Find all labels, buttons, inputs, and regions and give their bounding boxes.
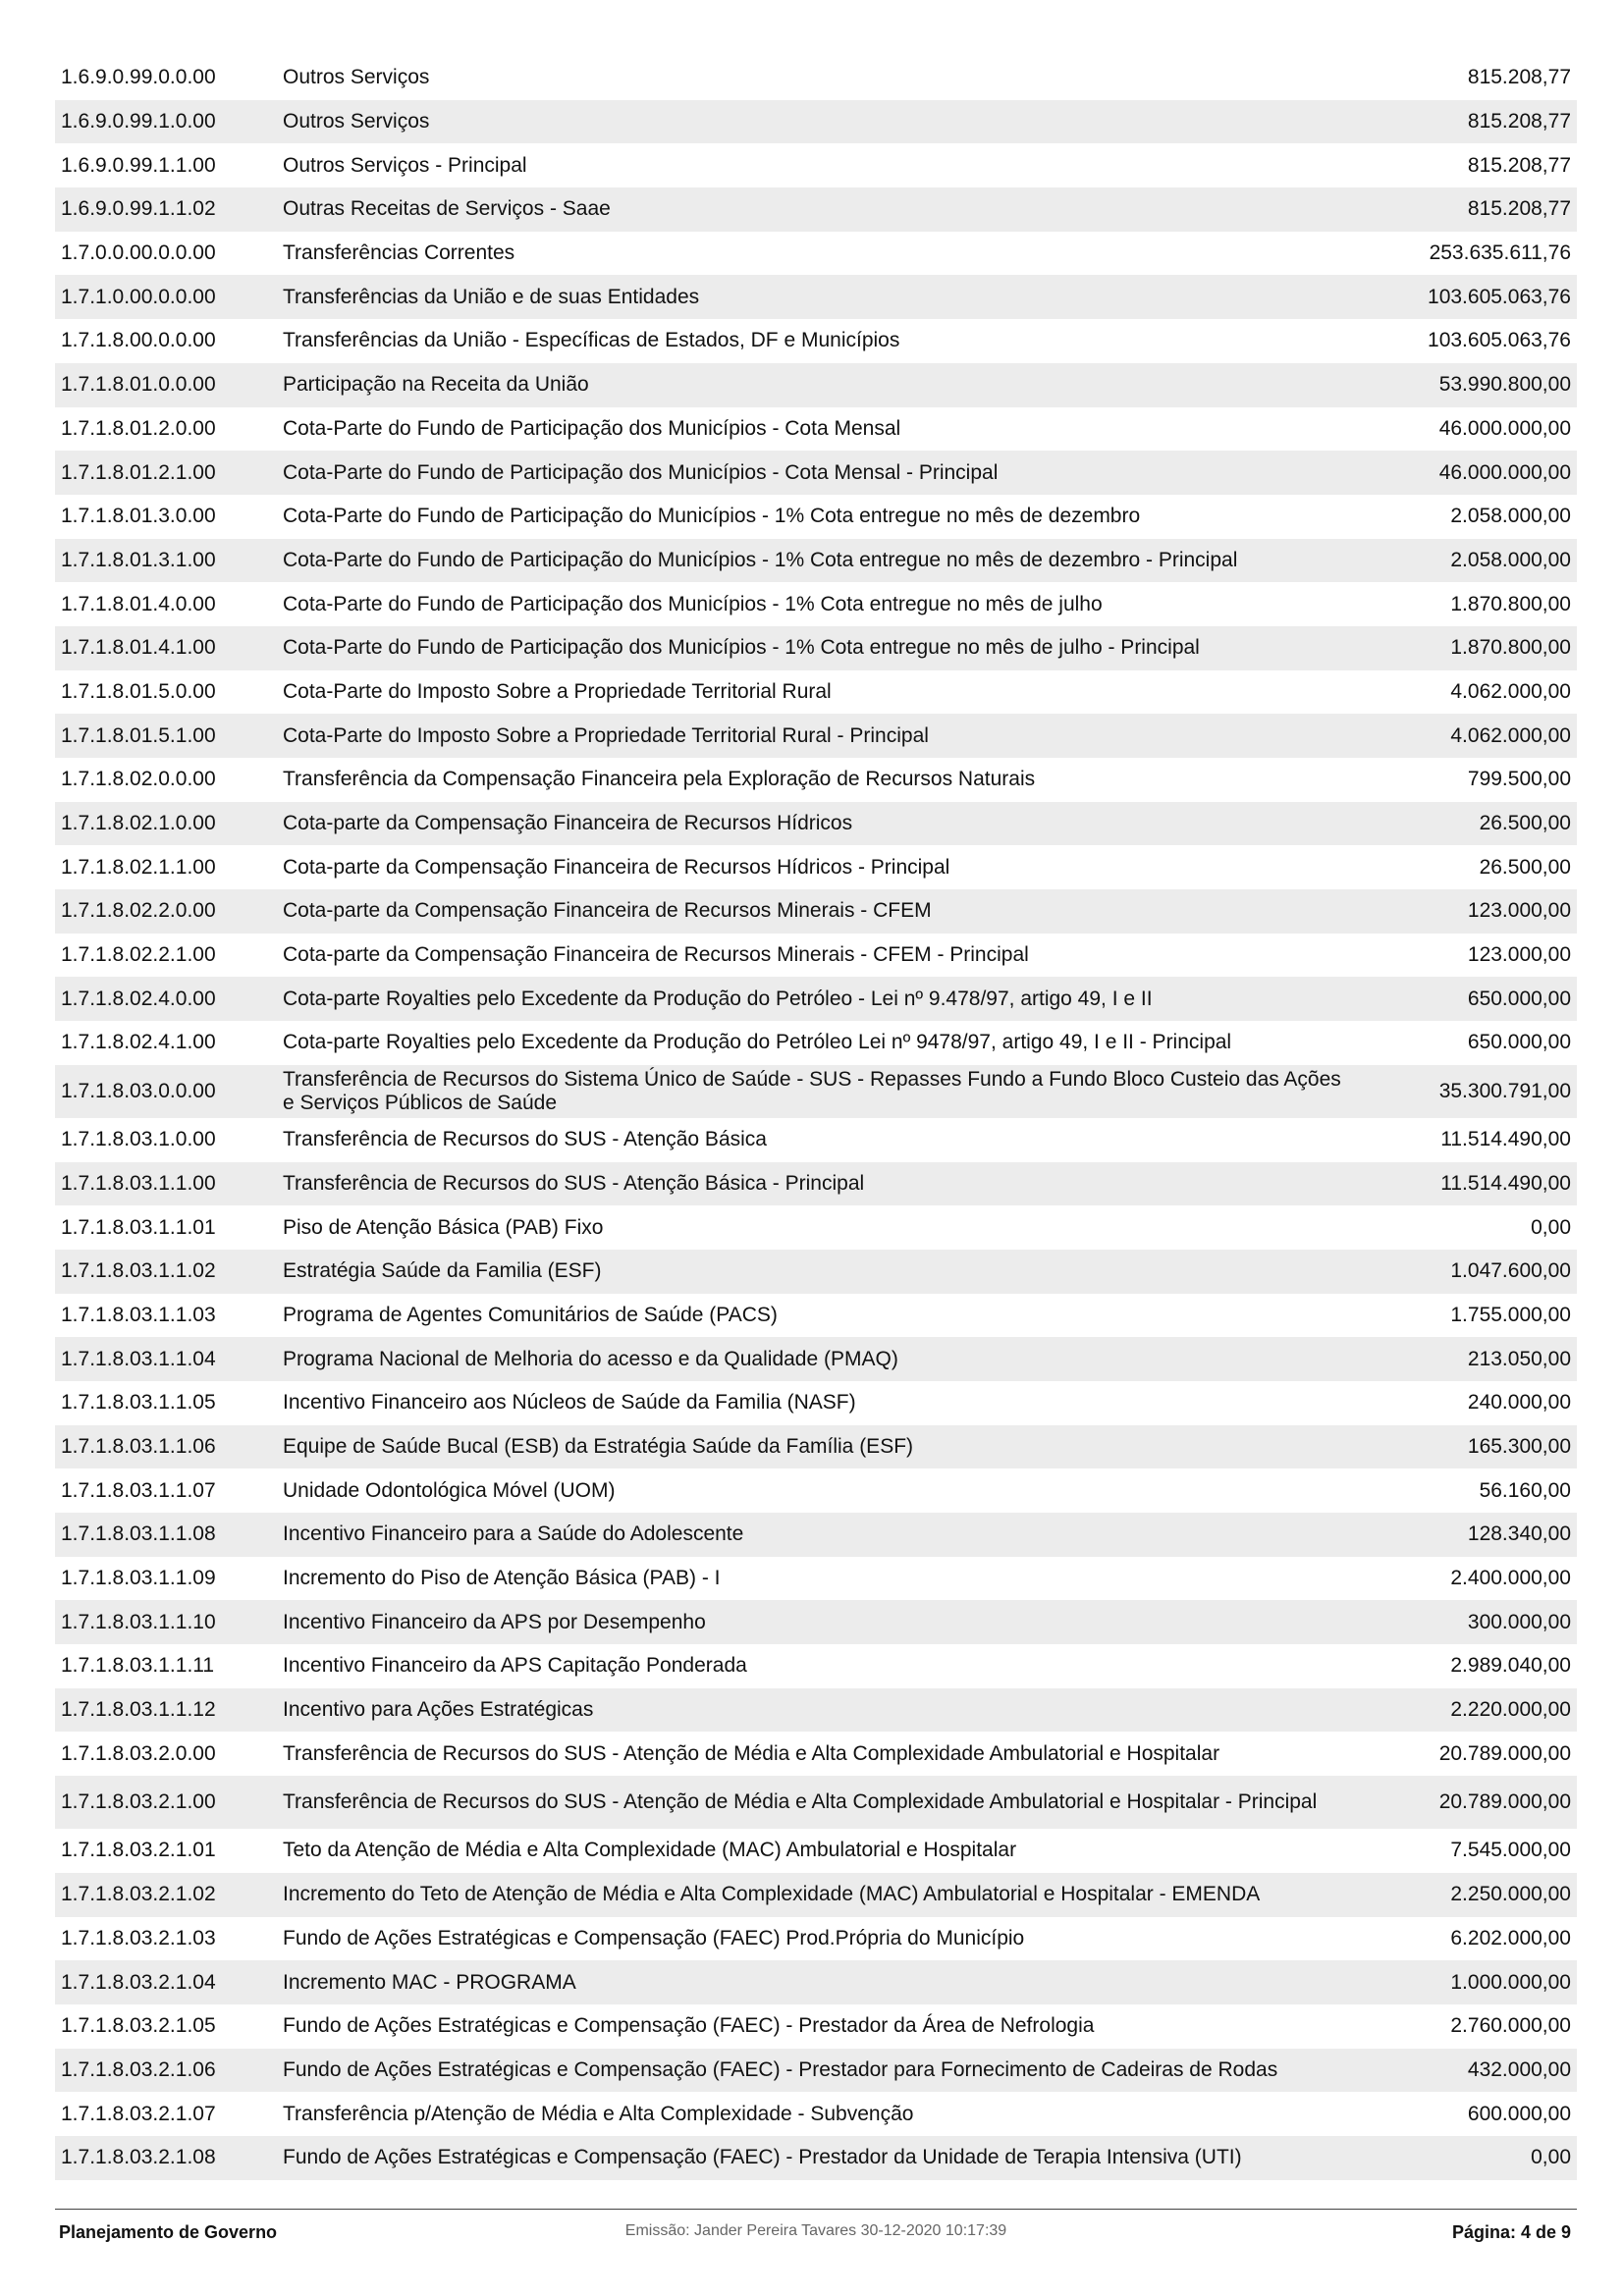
account-description: Incentivo Financeiro aos Núcleos de Saúde da Familia (NASF) <box>283 1391 856 1415</box>
table-row <box>55 1513 1577 1557</box>
account-code: 1.7.1.8.03.1.1.06 <box>61 1434 216 1458</box>
account-description: Incentivo para Ações Estratégicas <box>283 1698 594 1722</box>
account-value: 1.047.600,00 <box>1450 1259 1571 1283</box>
table-row <box>55 2092 1577 2136</box>
account-code: 1.7.1.8.03.2.1.03 <box>61 1926 216 1949</box>
table-row <box>55 143 1577 187</box>
account-code: 1.7.1.8.02.2.0.00 <box>61 899 216 923</box>
account-value: 2.058.000,00 <box>1450 548 1571 571</box>
account-description: Cota-Parte do Fundo de Participação dos Municípios - Cota Mensal <box>283 416 901 440</box>
account-description: Cota-Parte do Fundo de Participação dos Municípios - 1% Cota entregue no mês de julho - Principal <box>283 636 1200 660</box>
account-description: Estratégia Saúde da Familia (ESF) <box>283 1259 602 1283</box>
account-code: 1.6.9.0.99.1.1.00 <box>61 153 216 177</box>
account-code: 1.7.0.0.00.0.0.00 <box>61 241 216 265</box>
account-value: 2.760.000,00 <box>1450 2014 1571 2038</box>
account-value: 6.202.000,00 <box>1450 1926 1571 1949</box>
account-description: Unidade Odontológica Móvel (UOM) <box>283 1478 616 1502</box>
account-value: 600.000,00 <box>1467 2102 1571 2125</box>
page-footer <box>55 2222 1577 2250</box>
table-row <box>55 1118 1577 1162</box>
account-description: Piso de Atenção Básica (PAB) Fixo <box>283 1215 604 1239</box>
account-code: 1.7.1.8.03.1.0.00 <box>61 1128 216 1151</box>
table-row <box>55 1065 1577 1118</box>
account-description: Programa Nacional de Melhoria do acesso e da Qualidade (PMAQ) <box>283 1347 898 1370</box>
account-value: 650.000,00 <box>1467 1031 1571 1054</box>
account-description: Cota-parte da Compensação Financeira de Recursos Hídricos <box>283 812 853 835</box>
account-description: Programa de Agentes Comunitários de Saúde (PACS) <box>283 1303 778 1326</box>
table-row <box>55 1557 1577 1601</box>
table-row <box>55 1468 1577 1513</box>
table-row <box>55 1873 1577 1917</box>
table-row <box>55 977 1577 1021</box>
account-code: 1.7.1.8.00.0.0.00 <box>61 329 216 352</box>
account-description: Cota-parte da Compensação Financeira de Recursos Minerais - CFEM <box>283 899 932 923</box>
account-code: 1.7.1.8.01.4.0.00 <box>61 592 216 615</box>
table-row <box>55 1425 1577 1469</box>
account-description: Transferência de Recursos do SUS - Atenção de Média e Alta Complexidade Ambulatorial e Hospitalar <box>283 1741 1220 1765</box>
account-value: 53.990.800,00 <box>1438 373 1571 397</box>
account-description: Outros Serviços <box>283 110 430 133</box>
account-description: Participação na Receita da União <box>283 373 589 397</box>
account-value: 300.000,00 <box>1467 1610 1571 1633</box>
account-description: Fundo de Ações Estratégicas e Compensação (FAEC) - Prestador da Unidade de Terapia Intensiva (UTI) <box>283 2146 1242 2169</box>
account-code: 1.7.1.8.01.3.0.00 <box>61 505 216 528</box>
account-description: Incremento do Teto de Atenção de Média e Alta Complexidade (MAC) Ambulatorial e Hospitalar - EMENDA <box>283 1883 1261 1906</box>
account-value: 46.000.000,00 <box>1438 416 1571 440</box>
account-code: 1.7.1.8.02.4.0.00 <box>61 987 216 1010</box>
table-row <box>55 1644 1577 1688</box>
account-value: 2.220.000,00 <box>1450 1698 1571 1722</box>
account-description: Fundo de Ações Estratégicas e Compensação (FAEC) - Prestador da Área de Nefrologia <box>283 2014 1095 2038</box>
table-row <box>55 451 1577 495</box>
account-value: 56.160,00 <box>1479 1478 1571 1502</box>
account-description: Fundo de Ações Estratégicas e Compensação (FAEC) Prod.Própria do Município <box>283 1926 1025 1949</box>
account-description: Cota-Parte do Fundo de Participação do Municípios - 1% Cota entregue no mês de dezembro - Principal <box>283 548 1238 571</box>
account-code: 1.7.1.8.03.0.0.00 <box>61 1079 216 1102</box>
account-value: 815.208,77 <box>1467 197 1571 221</box>
account-code: 1.7.1.8.01.0.0.00 <box>61 373 216 397</box>
account-code: 1.7.1.8.02.1.0.00 <box>61 812 216 835</box>
account-code: 1.6.9.0.99.1.0.00 <box>61 110 216 133</box>
table-row <box>55 1829 1577 1873</box>
table-row <box>55 758 1577 802</box>
table-row <box>55 1021 1577 1065</box>
account-code: 1.7.1.8.03.1.1.09 <box>61 1567 216 1590</box>
table-row <box>55 1250 1577 1294</box>
footer-department: Planejamento de Governo <box>59 2222 278 2242</box>
account-description: Outros Serviços <box>283 66 430 89</box>
account-description: Transferência de Recursos do SUS - Atenção de Média e Alta Complexidade Ambulatorial e Hospitalar - Principal <box>283 1790 1318 1814</box>
account-code: 1.7.1.8.01.5.1.00 <box>61 723 216 747</box>
account-value: 1.755.000,00 <box>1450 1303 1571 1326</box>
table-row <box>55 495 1577 539</box>
account-value: 103.605.063,76 <box>1428 285 1571 308</box>
account-value: 103.605.063,76 <box>1428 329 1571 352</box>
account-value: 0,00 <box>1531 1215 1571 1239</box>
account-code: 1.7.1.8.02.4.1.00 <box>61 1031 216 1054</box>
account-description: Incentivo Financeiro da APS por Desempenho <box>283 1610 706 1633</box>
account-description: Transferência da Compensação Financeira pela Exploração de Recursos Naturais <box>283 768 1036 791</box>
account-code: 1.7.1.8.01.3.1.00 <box>61 548 216 571</box>
account-value: 815.208,77 <box>1467 110 1571 133</box>
table-row <box>55 845 1577 889</box>
account-value: 123.000,00 <box>1467 943 1571 967</box>
account-description: Outras Receitas de Serviços - Saae <box>283 197 611 221</box>
account-code: 1.7.1.8.03.1.1.03 <box>61 1303 216 1326</box>
account-description: Equipe de Saúde Bucal (ESB) da Estratégia Saúde da Família (ESF) <box>283 1434 914 1458</box>
table-row <box>55 802 1577 846</box>
account-value: 799.500,00 <box>1467 768 1571 791</box>
account-code: 1.7.1.8.03.1.1.08 <box>61 1522 216 1546</box>
account-code: 1.7.1.8.03.1.1.11 <box>61 1654 215 1678</box>
account-value: 213.050,00 <box>1467 1347 1571 1370</box>
account-code: 1.7.1.8.03.1.1.00 <box>61 1171 216 1195</box>
table-row <box>55 2049 1577 2093</box>
table-row <box>55 1732 1577 1776</box>
table-row <box>55 626 1577 670</box>
account-value: 7.545.000,00 <box>1450 1839 1571 1862</box>
account-value: 0,00 <box>1531 2146 1571 2169</box>
account-value: 2.058.000,00 <box>1450 505 1571 528</box>
account-description: Transferência de Recursos do SUS - Atenção Básica <box>283 1128 767 1151</box>
account-code: 1.6.9.0.99.0.0.00 <box>61 66 216 89</box>
account-code: 1.7.1.8.03.2.1.08 <box>61 2146 216 2169</box>
table-row <box>55 934 1577 978</box>
account-value: 240.000,00 <box>1467 1391 1571 1415</box>
account-description: Cota-Parte do Fundo de Participação do Municípios - 1% Cota entregue no mês de dezembro <box>283 505 1141 528</box>
table-row <box>55 319 1577 363</box>
account-code: 1.7.1.8.03.1.1.04 <box>61 1347 216 1370</box>
account-description: Cota-Parte do Imposto Sobre a Propriedade Territorial Rural - Principal <box>283 723 929 747</box>
account-description: Transferências da União - Específicas de Estados, DF e Municípios <box>283 329 900 352</box>
account-value: 1.000.000,00 <box>1450 1970 1571 1994</box>
account-value: 46.000.000,00 <box>1438 460 1571 484</box>
account-value: 2.400.000,00 <box>1450 1567 1571 1590</box>
account-value: 20.789.000,00 <box>1438 1790 1571 1814</box>
table-row <box>55 275 1577 319</box>
account-description: Cota-parte Royalties pelo Excedente da Produção do Petróleo Lei nº 9478/97, artigo 49, I e II - Principal <box>283 1031 1232 1054</box>
account-value: 650.000,00 <box>1467 987 1571 1010</box>
account-description: Transferência de Recursos do SUS - Atenção Básica - Principal <box>283 1171 865 1195</box>
account-code: 1.7.1.8.03.1.1.10 <box>61 1610 216 1633</box>
account-description: Transferências da União e de suas Entidades <box>283 285 700 308</box>
table-row <box>55 100 1577 144</box>
account-description: Teto da Atenção de Média e Alta Complexidade (MAC) Ambulatorial e Hospitalar <box>283 1839 1017 1862</box>
account-description: Cota-Parte do Fundo de Participação dos Municípios - Cota Mensal - Principal <box>283 460 999 484</box>
account-value: 11.514.490,00 <box>1440 1171 1571 1195</box>
table-row <box>55 407 1577 452</box>
account-value: 1.870.800,00 <box>1450 592 1571 615</box>
account-code: 1.7.1.8.01.2.0.00 <box>61 416 216 440</box>
table-row <box>55 1205 1577 1250</box>
table-row <box>55 2004 1577 2049</box>
table-row <box>55 670 1577 715</box>
table-row <box>55 582 1577 626</box>
account-value: 11.514.490,00 <box>1440 1128 1571 1151</box>
table-row <box>55 1381 1577 1425</box>
table-row <box>55 2136 1577 2180</box>
account-description: Incentivo Financeiro para a Saúde do Adolescente <box>283 1522 744 1546</box>
account-code: 1.7.1.0.00.0.0.00 <box>61 285 216 308</box>
account-description: Cota-parte da Compensação Financeira de Recursos Hídricos - Principal <box>283 855 950 879</box>
account-value: 2.250.000,00 <box>1450 1883 1571 1906</box>
account-value: 815.208,77 <box>1467 66 1571 89</box>
account-description: Incremento do Piso de Atenção Básica (PAB) - I <box>283 1567 721 1590</box>
table-row <box>55 1600 1577 1644</box>
account-code: 1.7.1.8.03.2.1.02 <box>61 1883 216 1906</box>
account-value: 253.635.611,76 <box>1429 241 1571 265</box>
account-value: 20.789.000,00 <box>1438 1741 1571 1765</box>
account-code: 1.7.1.8.02.0.0.00 <box>61 768 216 791</box>
account-value: 4.062.000,00 <box>1450 723 1571 747</box>
account-code: 1.6.9.0.99.1.1.02 <box>61 197 216 221</box>
account-code: 1.7.1.8.03.1.1.02 <box>61 1259 216 1283</box>
account-description: Transferência de Recursos do Sistema Único de Saúde - SUS - Repasses Fundo a Fundo Bloco Custeio das Ações e Serviços Públicos de Saúde <box>283 1067 1341 1114</box>
account-description: Incremento MAC - PROGRAMA <box>283 1970 576 1994</box>
account-code: 1.7.1.8.03.2.0.00 <box>61 1741 216 1765</box>
account-value: 123.000,00 <box>1467 899 1571 923</box>
footer-page-number: Página: 4 de 9 <box>1451 2222 1571 2242</box>
account-code: 1.7.1.8.03.2.1.07 <box>61 2102 216 2125</box>
table-row <box>55 1294 1577 1338</box>
account-code: 1.7.1.8.03.1.1.05 <box>61 1391 216 1415</box>
table-row <box>55 363 1577 407</box>
account-value: 26.500,00 <box>1479 812 1571 835</box>
account-code: 1.7.1.8.03.2.1.00 <box>61 1790 216 1814</box>
account-description: Incentivo Financeiro da APS Capitação Ponderada <box>283 1654 747 1678</box>
account-code: 1.7.1.8.03.1.1.12 <box>61 1698 216 1722</box>
account-code: 1.7.1.8.02.2.1.00 <box>61 943 216 967</box>
account-description: Transferências Correntes <box>283 241 515 265</box>
account-value: 165.300,00 <box>1467 1434 1571 1458</box>
account-value: 815.208,77 <box>1467 153 1571 177</box>
account-code: 1.7.1.8.02.1.1.00 <box>61 855 216 879</box>
account-code: 1.7.1.8.03.2.1.06 <box>61 2057 216 2081</box>
footer-emission: Emissão: Jander Pereira Tavares 30-12-2020 10:17:39 <box>624 2222 1007 2239</box>
table-row <box>55 889 1577 934</box>
account-code: 1.7.1.8.03.2.1.01 <box>61 1839 216 1862</box>
account-code: 1.7.1.8.01.5.0.00 <box>61 679 216 703</box>
account-code: 1.7.1.8.03.1.1.07 <box>61 1478 216 1502</box>
account-value: 1.870.800,00 <box>1450 636 1571 660</box>
table-row <box>55 539 1577 583</box>
account-description: Transferência p/Atenção de Média e Alta Complexidade - Subvenção <box>283 2102 914 2125</box>
revenue-table <box>55 56 1577 2180</box>
account-value: 4.062.000,00 <box>1450 679 1571 703</box>
account-value: 35.300.791,00 <box>1438 1079 1571 1102</box>
account-code: 1.7.1.8.03.2.1.05 <box>61 2014 216 2038</box>
account-value: 26.500,00 <box>1479 855 1571 879</box>
table-row <box>55 1917 1577 1961</box>
table-row <box>55 56 1577 100</box>
table-row <box>55 1162 1577 1206</box>
account-description: Cota-Parte do Imposto Sobre a Propriedade Territorial Rural <box>283 679 832 703</box>
account-code: 1.7.1.8.03.1.1.01 <box>61 1215 216 1239</box>
table-row <box>55 1337 1577 1381</box>
account-description: Fundo de Ações Estratégicas e Compensação (FAEC) - Prestador para Fornecimento de Cadeiras de Rodas <box>283 2057 1278 2081</box>
footer-divider <box>55 2209 1577 2210</box>
table-row <box>55 1776 1577 1829</box>
table-row <box>55 1960 1577 2004</box>
account-value: 2.989.040,00 <box>1450 1654 1571 1678</box>
account-code: 1.7.1.8.01.4.1.00 <box>61 636 216 660</box>
account-description: Cota-parte da Compensação Financeira de Recursos Minerais - CFEM - Principal <box>283 943 1029 967</box>
account-code: 1.7.1.8.03.2.1.04 <box>61 1970 216 1994</box>
table-row <box>55 187 1577 232</box>
account-description: Cota-Parte do Fundo de Participação dos Municípios - 1% Cota entregue no mês de julho <box>283 592 1103 615</box>
account-description: Cota-parte Royalties pelo Excedente da Produção do Petróleo - Lei nº 9.478/97, artigo 49, I e II <box>283 987 1153 1010</box>
account-code: 1.7.1.8.01.2.1.00 <box>61 460 216 484</box>
table-row <box>55 1688 1577 1733</box>
account-value: 128.340,00 <box>1467 1522 1571 1546</box>
account-description: Outros Serviços - Principal <box>283 153 527 177</box>
table-row <box>55 714 1577 758</box>
account-value: 432.000,00 <box>1467 2057 1571 2081</box>
table-row <box>55 232 1577 276</box>
